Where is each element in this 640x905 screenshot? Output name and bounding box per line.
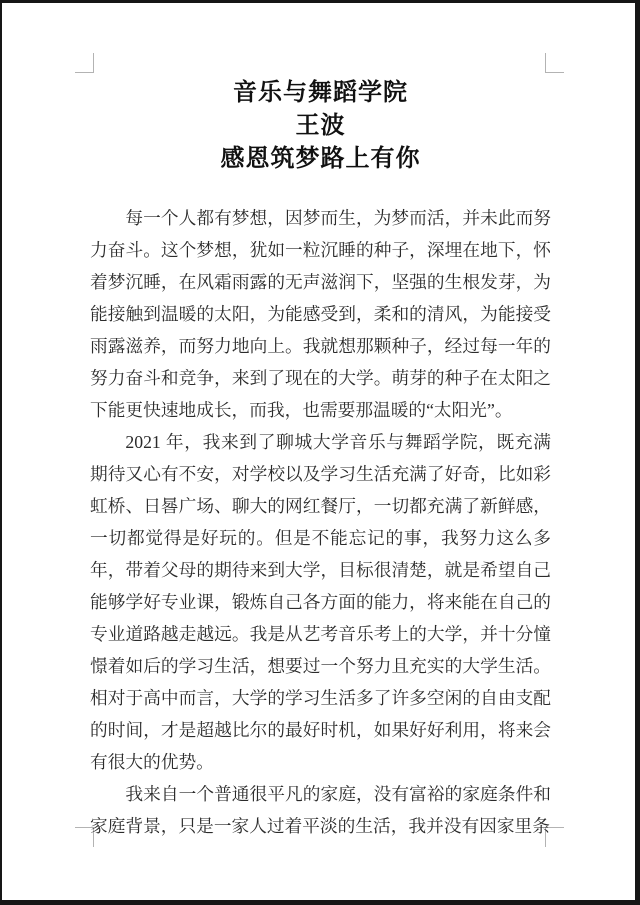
margin-crop-mark-top-left <box>75 53 94 73</box>
author-name: 王波 <box>295 112 346 139</box>
essay-paragraph-2: 2021 年，我来到了聊城大学音乐与舞蹈学院，既充满期待又心有不安，对学校以及学习生活充满了好奇，比如彩虹桥、日晷广场、聊大的网红餐厅，一切都充满了新鲜感，一切都觉得是好玩的。但是不能忘记的事，我努力这么多年，带着父母的期待来到大学，目标很清楚，就是希望自己能够学好专业课，锻炼自己各方面的能力，将来能在自己的专业道路越走越远。我是从艺考音乐考上的大学，并十分憧憬着如后的学习生活，想要过一个努力且充实的大学生活。相对于高中而言，大学的学习生活多了许多空闲的自由支配的时间，才是超越比尔的最好时机，如果好好利用，将来会有很大的优势。 <box>90 432 551 772</box>
essay-paragraph-1: 每一个人都有梦想，因梦而生，为梦而活，并未此而努力奋斗。这个梦想，犹如一粒沉睡的种子，深埋在地下，怀着梦沉睡，在风霜雨露的无声滋润下，坚强的生根发芽，为能接触到温暖的太阳，为能感受到，柔和的清风，为能接受雨露滋养，而努力地向上。我就想那颗种子，经过每一年的努力奋斗和竞争，来到了现在的大学。萌芽的种子在太阳之下能更快速地成长，而我，也需要那温暖的“太阳光”。 <box>90 208 551 420</box>
document-header <box>90 76 551 175</box>
department-name: 音乐与舞蹈学院 <box>233 79 408 106</box>
essay-title: 感恩筑梦路上有你 <box>220 145 421 172</box>
essay-body <box>90 202 551 842</box>
essay-paragraph-3: 我来自一个普通很平凡的家庭，没有富裕的家庭条件和家庭背景，只是一家人过着平淡的生活，我并没有因家里条 <box>90 784 551 836</box>
margin-crop-mark-top-right <box>545 53 564 73</box>
